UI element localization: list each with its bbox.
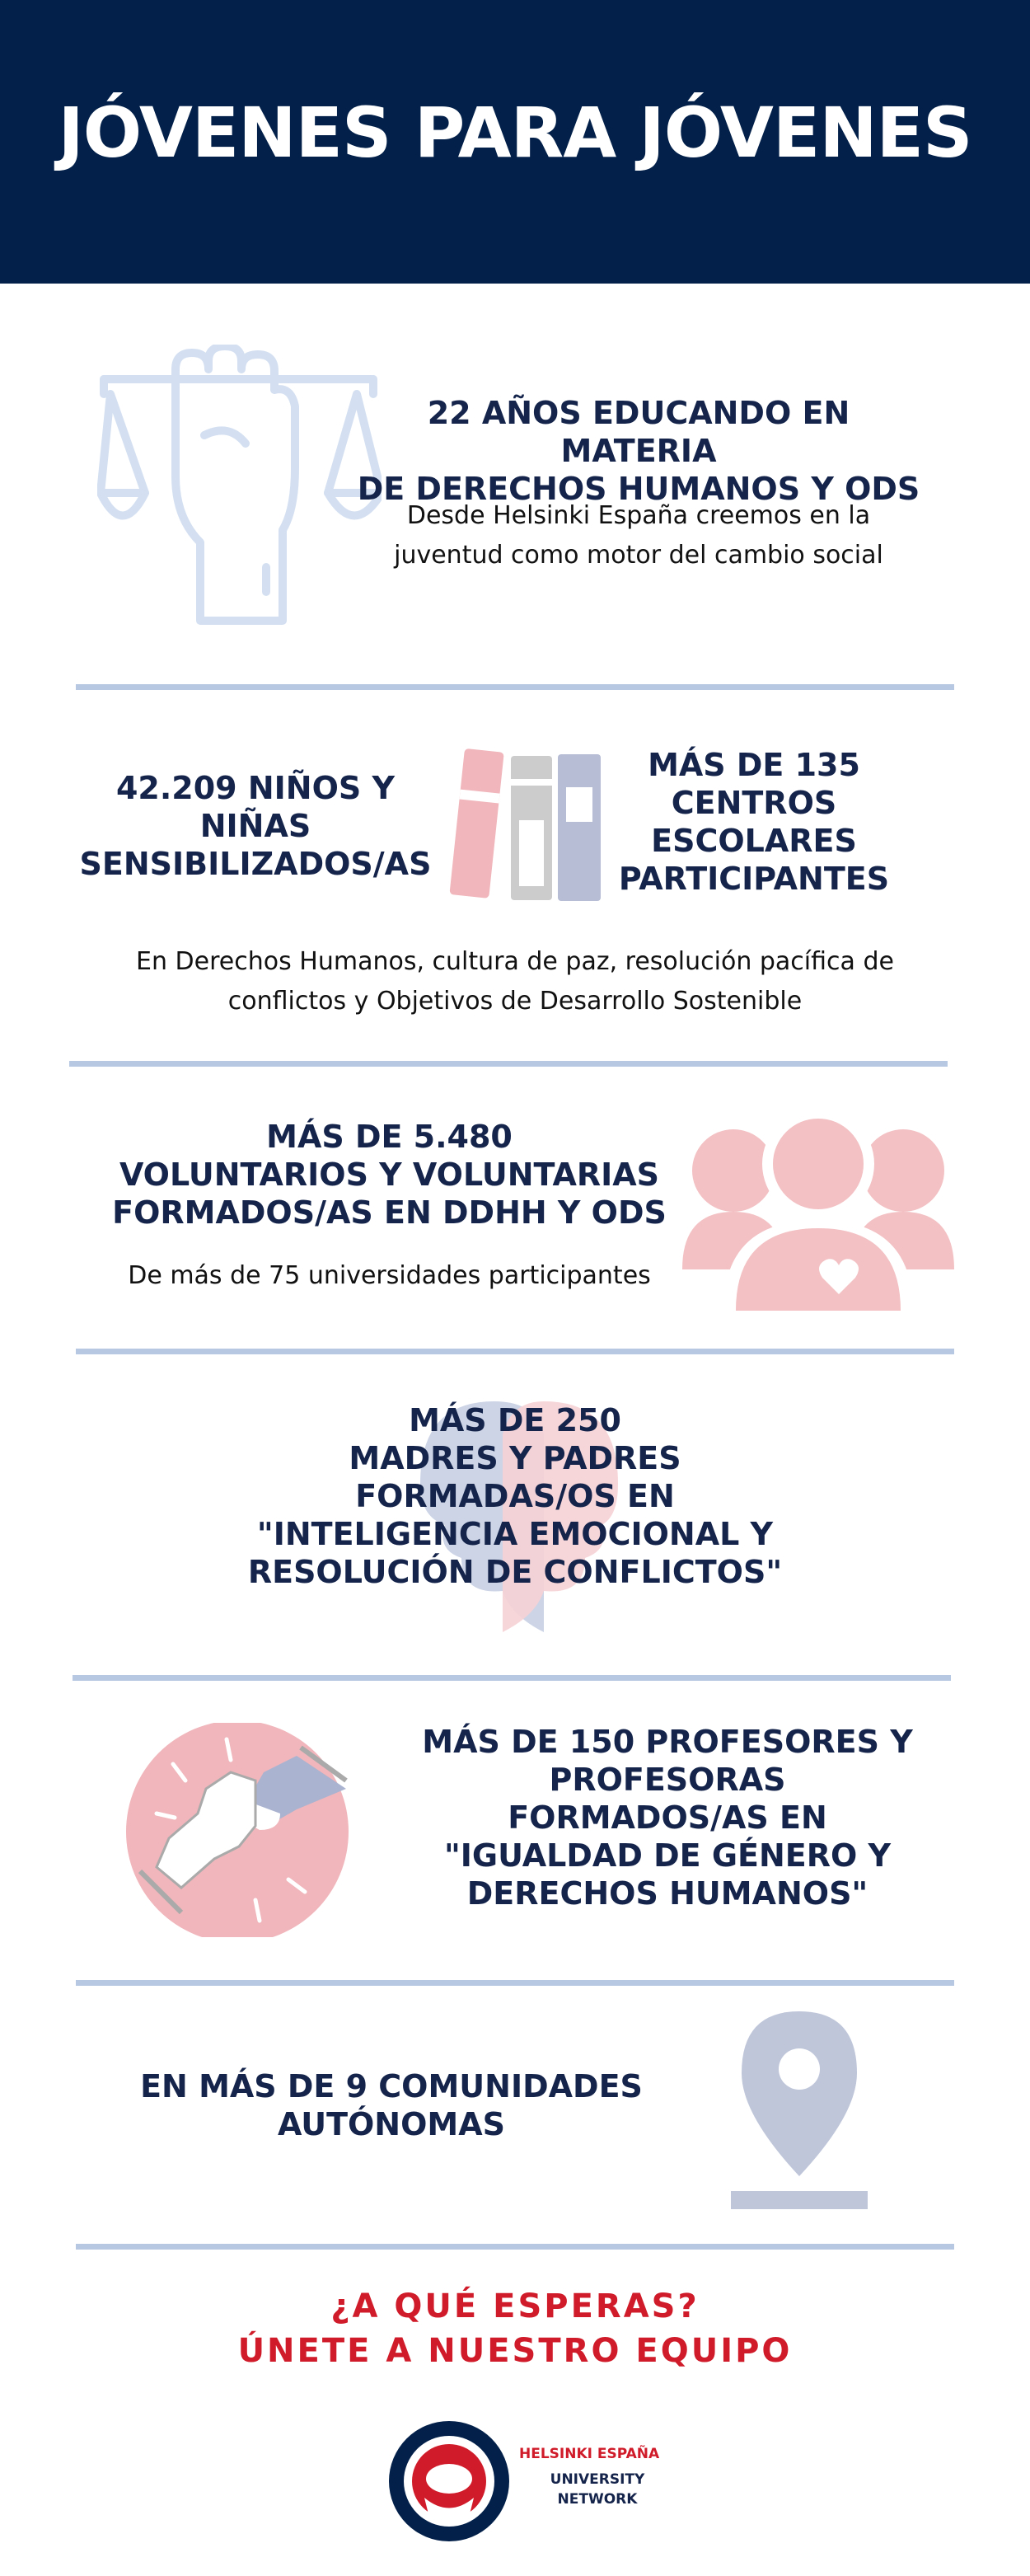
section2-text-line: conflictos y Objetivos de Desarrollo Sostenible [227, 987, 803, 1016]
logo-subtitle-line: UNIVERSITY [550, 2471, 645, 2488]
parents-stat-line: "INTELIGENCIA EMOCIONAL Y [256, 1516, 774, 1552]
section-divider [76, 2244, 954, 2250]
schools-stat-line: CENTROS [671, 785, 837, 821]
teachers-stat-line: PROFESORAS [549, 1762, 786, 1798]
parents-stat-line: MADRES Y PADRES [349, 1440, 681, 1476]
section2-text [82, 942, 948, 1021]
schools-stat [606, 746, 902, 898]
section1-text-line: Desde Helsinki España creemos en la [406, 501, 871, 530]
parents-stat-line: RESOLUCIÓN DE CONFLICTOS" [247, 1554, 783, 1590]
volunteers-group-heart-icon [682, 1113, 954, 1311]
parents-stat-line: FORMADAS/OS EN [355, 1478, 675, 1514]
header-banner [0, 0, 1030, 284]
books-icon [441, 746, 606, 903]
section-divider [76, 1349, 954, 1354]
section2-text-line: En Derechos Humanos, cultura de paz, resolución pacífica de [136, 947, 894, 976]
communities-stat [128, 2067, 655, 2143]
teachers-stat-line: DERECHOS HUMANOS" [466, 1875, 868, 1912]
logo-name: HELSINKI ESPAÑA [519, 2446, 660, 2462]
communities-stat-line: AUTÓNOMAS [277, 2106, 506, 2142]
section1-text [363, 496, 915, 575]
cta-line: ¿A QUÉ ESPERAS? [330, 2287, 700, 2325]
section-divider [69, 1061, 948, 1067]
cta-line: ÚNETE A NUESTRO EQUIPO [237, 2332, 793, 2370]
volunteers-stat [99, 1118, 680, 1232]
section-divider [76, 1980, 954, 1986]
page-title: JÓVENES PARA JÓVENES [58, 92, 972, 173]
section1-heading [346, 394, 931, 508]
schools-stat-line: MÁS DE 135 [648, 747, 860, 783]
volunteers-stat-line: MÁS DE 5.480 [266, 1119, 513, 1155]
teachers-stat [404, 1723, 931, 1912]
section1-text-line: juventud como motor del cambio social [394, 541, 883, 570]
volunteers-stat-line: VOLUNTARIOS Y VOLUNTARIAS [119, 1157, 660, 1193]
handshake-icon [124, 1723, 354, 1937]
teachers-stat-line: MÁS DE 150 PROFESORES Y [422, 1724, 913, 1760]
teachers-stat-line: "IGUALDAD DE GÉNERO Y [443, 1837, 892, 1874]
volunteers-stat-line: FORMADOS/AS EN DDHH Y ODS [112, 1194, 667, 1231]
section-divider [73, 1675, 951, 1681]
helsinki-espana-seal-logo [387, 2419, 511, 2543]
section1-heading-line: DE DERECHOS HUMANOS Y ODS [357, 471, 920, 507]
children-stat-line: SENSIBILIZADOS/AS [79, 846, 432, 882]
parents-stat [231, 1401, 799, 1591]
logo-subtitle-line: NETWORK [557, 2491, 638, 2508]
communities-stat-line: EN MÁS DE 9 COMUNIDADES [140, 2068, 643, 2104]
section3-text: De más de 75 universidades participantes [128, 1261, 651, 1290]
section1-heading-line: 22 AÑOS EDUCANDO EN MATERIA [427, 395, 850, 469]
section-divider [76, 684, 954, 690]
children-stat [78, 769, 433, 883]
schools-stat-line: ESCOLARES [651, 823, 857, 859]
location-pin-icon [729, 2011, 869, 2209]
teachers-stat-line: FORMADOS/AS EN [508, 1799, 827, 1836]
logo-subtitle [519, 2470, 676, 2509]
children-stat-line: NIÑAS [199, 808, 311, 844]
schools-stat-line: PARTICIPANTES [618, 861, 890, 897]
justice-fist-scale-icon [97, 345, 382, 626]
parents-stat-line: MÁS DE 250 [409, 1402, 621, 1438]
call-to-action [0, 2284, 1030, 2373]
children-stat-line: 42.209 NIÑOS Y [115, 770, 396, 806]
